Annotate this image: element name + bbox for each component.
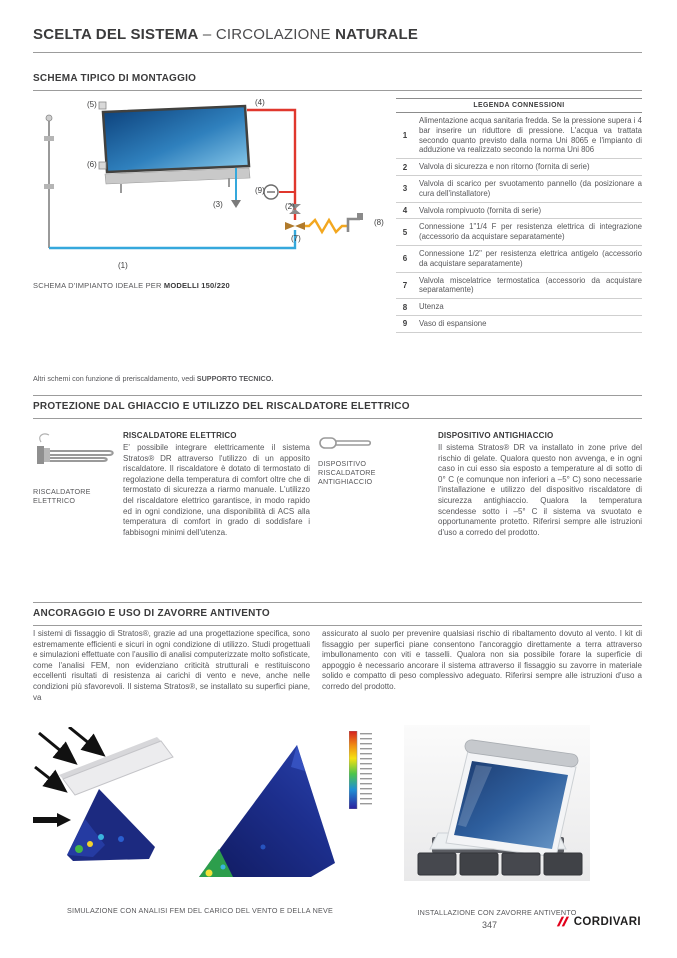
schema-note-bold: SUPPORTO TECNICO. xyxy=(196,374,274,383)
legend-row-number: 8 xyxy=(402,302,408,312)
solar-system-diagram-svg xyxy=(33,96,393,276)
electric-heater-image xyxy=(33,430,119,480)
anchoring-right-column: assicurato al suolo per prevenire qualsiasi rischio di ribaltamento dovuto al vento. I kit di fissaggio per superfici piane consentono l'ancoraggio direttamente a terra attraverso imbullonamento con viti e tasselli. Qualora non sia possibile forare la superficie di appoggio è necessario ancorare il sistema attraverso il fissaggio su zavorre in materiale solido e compatto di peso complessivo adeguato. Riferirsi sempre alle istruzioni d'uso a corredo del prodotto. xyxy=(322,629,642,691)
fem-simulation-image-1 xyxy=(33,727,185,885)
fem-simulation-image-2 xyxy=(193,727,343,887)
legend-row xyxy=(396,219,642,246)
antifreeze-device-image xyxy=(318,433,374,453)
callout-3: (3) xyxy=(213,200,223,209)
schema-caption-model: MODELLI 150/220 xyxy=(163,281,230,290)
brand-logo xyxy=(555,915,641,928)
fem-simulation-2-svg xyxy=(193,727,343,887)
electric-heater-icon xyxy=(33,430,119,480)
brand-wordmark: CORDIVARI xyxy=(573,915,641,928)
fem-caption: SIMULAZIONE CON ANALISI FEM DEL CARICO DEL VENTO E DELLA NEVE xyxy=(67,906,333,915)
legend-row-text: Valvola miscelatrice termostatica (accessorio da acquistare separatamente) xyxy=(419,275,642,295)
legend-row-text: Valvola rompivuoto (fornita di serie) xyxy=(419,205,542,215)
fem-color-scale xyxy=(349,731,375,809)
callout-7: (7) xyxy=(291,234,301,243)
schema-note xyxy=(33,374,393,383)
callout-9: (9) xyxy=(255,186,265,195)
antifreeze-text-column xyxy=(438,431,642,538)
installation-caption: INSTALLAZIONE CON ZAVORRE ANTIVENTO xyxy=(417,908,577,917)
heater-heading: RISCALDATORE ELETTRICO xyxy=(123,431,237,440)
installation-ballast-image xyxy=(404,725,590,881)
antifreeze-device-icon xyxy=(318,433,374,453)
heater-text-column xyxy=(123,431,310,538)
legend-row xyxy=(396,203,642,220)
schema-note-prefix: Altri schemi con funzione di preriscaldamento, vedi xyxy=(33,374,197,383)
callout-6: (6) xyxy=(87,160,97,169)
section-title-anchoring: ANCORAGGIO E USO DI ZAVORRE ANTIVENTO xyxy=(33,602,642,626)
page-title-main: SCELTA DEL SISTEMA xyxy=(33,26,199,43)
legend-row xyxy=(396,273,642,300)
legend-row-number: 9 xyxy=(402,319,408,329)
legend-row-number: 2 xyxy=(402,162,408,172)
legend-row-number: 1 xyxy=(402,131,408,141)
legend-row-text: Utenza xyxy=(419,302,444,312)
legend-row-text: Connessione 1/2" per resistenza elettrica antigelo (accessorio da acquistare separatamente) xyxy=(419,248,642,268)
callout-4: (4) xyxy=(255,98,265,107)
mounting-schematic xyxy=(33,96,393,276)
legend-header: LEGENDA CONNESSIONI xyxy=(396,98,642,113)
callout-8: (8) xyxy=(374,218,384,227)
fem-simulation-1-svg xyxy=(33,727,185,885)
legend-row-number: 7 xyxy=(402,280,408,290)
section-title-schema: SCHEMA TIPICO DI MONTAGGIO xyxy=(33,68,642,91)
legend-table xyxy=(396,98,642,333)
antifreeze-heading: DISPOSITIVO ANTIGHIACCIO xyxy=(438,431,554,440)
legend-row-text: Vaso di espansione xyxy=(419,318,487,328)
antifreeze-paragraph: Il sistema Stratos® DR va installato in zone prive del rischio di gelate. Qualora questo non avvenga, e in ogni caso in cui esso sia esposto a temperature al di sotto di 0° C (e comunque non inferiori a –5° C) sono necessarie l'installazione e utilizzo del dispositivo riscaldatore di sicurezza antighiaccio. Qualora la temperatura scendesse sotto i –5° C il sistema va svuotato e opportunamente protetto. Riferirsi sempre alle istruzioni d'uso a corredo del prodotto. xyxy=(438,443,642,537)
legend-row-number: 5 xyxy=(402,227,408,237)
callout-2: (2) xyxy=(285,202,295,211)
fem-color-scale-svg xyxy=(349,731,375,809)
legend-row-text: Connessione 1"1/4 F per resistenza elettrica di integrazione (accessorio da acquistare separatamente) xyxy=(419,222,642,242)
cordivari-logo-icon xyxy=(555,915,570,928)
legend-row xyxy=(396,246,642,273)
legend-row xyxy=(396,176,642,203)
page-number: 347 xyxy=(482,920,498,930)
legend-row xyxy=(396,316,642,333)
legend-row xyxy=(396,159,642,176)
page-title xyxy=(33,26,642,53)
legend-row-text: Valvola di scarico per svuotamento pannello (da posizionare a cura dell'installatore) xyxy=(419,178,642,198)
callout-5: (5) xyxy=(87,100,97,109)
anchoring-left-column: I sistemi di fissaggio di Stratos®, grazie ad una progettazione specifica, sono estremamente efficienti e sicuri in ogni condizione di utilizzo. Studi progettuali e simulazioni effettuate con l'ausilio di analisi computerizzate molto sofisticate, come l'analisi FEM, non evidenziano criticità strutturali e restituiscono eccellenti risultati di resistenza ai carichi di vento e neve, anche nelle condizioni più sfavorevoli. Il sistema Stratos®, se installato su superfici piane, va xyxy=(33,629,310,702)
legend-row xyxy=(396,113,642,159)
heater-paragraph: E' possibile integrare elettricamente il sistema Stratos® DR attraverso l'utilizzo di un apposito riscaldatore. Il riscaldatore è dotato di termostato di regolazione della temperatura di comfort oltre che di termostato di sicurezza a riarmo manuale. L'utilizzo del riscaldatore elettrico garantisce, in modo rapido ed in ogni condizione, una disponibilità di ACS alla temperatura di comfort in grado di soddisfare i fabbisogni minimi dell'utenza. xyxy=(123,443,310,537)
legend-row-number: 6 xyxy=(402,254,408,264)
electric-heater-image-caption: RISCALDATORE ELETTRICO xyxy=(33,487,91,505)
callout-1: (1) xyxy=(118,261,128,270)
section-title-protection: PROTEZIONE DAL GHIACCIO E UTILIZZO DEL RISCALDATORE ELETTRICO xyxy=(33,395,642,419)
page-title-end: NATURALE xyxy=(335,26,419,43)
legend-row-text: Alimentazione acqua sanitaria fredda. Se la pressione supera i 4 bar inserire un riduttore di pressione. L'acqua va trattata secondo quanto previsto dalla norma Uni 8065 e l'impianto di adduzione va realizzato secondo la norma Uni 806 xyxy=(419,116,642,155)
page-title-mid: – CIRCOLAZIONE xyxy=(198,26,336,43)
schema-caption xyxy=(33,281,383,290)
legend-row-number: 4 xyxy=(402,205,408,215)
legend-row-number: 3 xyxy=(402,184,408,194)
legend-row xyxy=(396,299,642,316)
schema-caption-prefix: SCHEMA D'IMPIANTO IDEALE PER xyxy=(33,281,164,290)
installation-ballast-svg xyxy=(404,725,590,881)
antifreeze-device-image-caption: DISPOSITIVO RISCALDATORE ANTIGHIACCIO xyxy=(318,459,376,486)
legend-row-text: Valvola di sicurezza e non ritorno (fornita di serie) xyxy=(419,162,590,172)
